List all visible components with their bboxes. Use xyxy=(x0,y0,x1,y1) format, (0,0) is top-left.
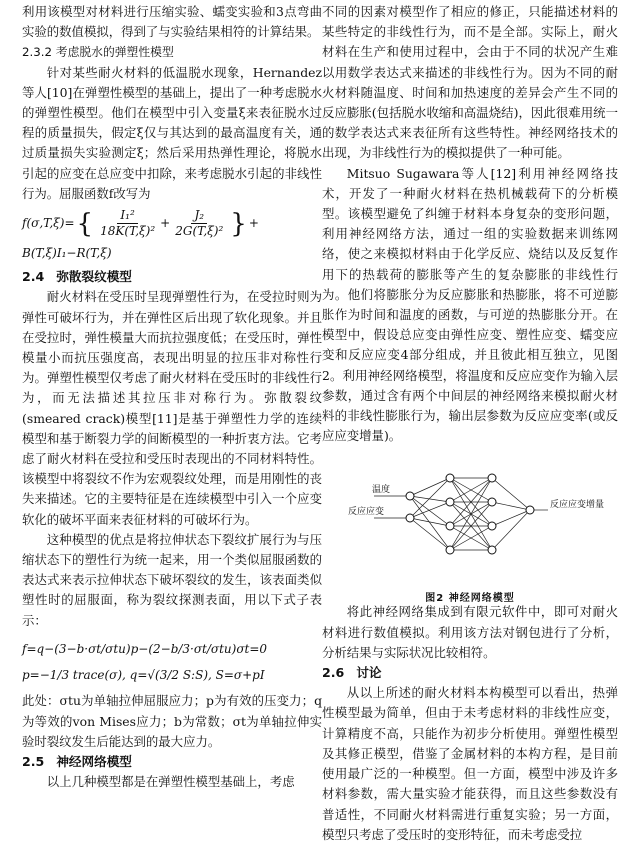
right-column xyxy=(322,2,618,845)
output-node xyxy=(526,506,534,514)
hidden-node xyxy=(446,498,454,506)
equation-crack-surface: f=q−(3−b·σt/σtu)p−(2−b/3·σt/σtu)σt=0 xyxy=(22,641,268,656)
paragraph: 此处：σtu为单轴拉伸屈服应力；p为有效的压变力；q为等效的von Mises应力；b为常数；σt为单轴拉伸实验时裂纹发生后能达到的最大应力。 xyxy=(22,693,322,749)
input-label-reaction-strain: 反应应变 xyxy=(348,507,385,518)
input-node xyxy=(406,514,414,522)
paragraph: 从以上所述的耐火材料本构模型可以看出，热弹性模型最为简单，但由于未考虑材料的非线性应变，计算精度不高，只能作为初步分析使用。弹塑性模型及其修正模型，借鉴了金属材料的本构方程，是目前使用最广泛的一种模型。但一方面，模型中涉及许多材料参数，需大量实验才能获得，而且这些参数没有普适性，不同耐火材料需进行重复实验；另一方面，模型只考虑了受压时的变形特征，而未考虑受拉 xyxy=(322,685,618,842)
section-heading-2-4: 2.4 弥散裂纹模型 xyxy=(22,269,132,285)
hidden-node xyxy=(488,522,496,530)
hidden-node xyxy=(488,474,496,482)
eq-line2: B(T,ξ)I₁−R(T,ξ) xyxy=(22,246,112,261)
hidden-node xyxy=(446,474,454,482)
equation-yield-function: f(σ,T,ξ)= { $\frac{\text{I₁²}}{\text{18K(T,ξ)²}}$ + $\frac{\text{J₂}}{\text{2G(T,ξ)²}}$ } + B(T,ξ)I₁−R(T,ξ) xyxy=(22,208,322,263)
hidden-node xyxy=(488,498,496,506)
section-heading-2-6: 2.6 讨论 xyxy=(322,665,382,681)
input-label-temperature: 温度 xyxy=(372,485,391,496)
paragraph: 利用该模型对材料进行压缩实验、蠕变实验和3点弯曲实验的数值模拟，得到了与实验结果相符的计算结果。 xyxy=(22,4,322,40)
left-column xyxy=(22,2,322,792)
eq-lhs: f(σ,T,ξ)= xyxy=(22,216,75,231)
hidden-node xyxy=(488,546,496,554)
hidden-node xyxy=(446,546,454,554)
paragraph: 耐火材料在受压时呈现弹塑性行为，在受拉时则为弹性可破坏行为，并在弹性区后出现了软化现象。并且在受拉时，弹性模量大而抗拉强度低；在受压时，弹性模量小而抗压强度高，表现出明显的拉压非对称性行为。弹塑性模型仅考虑了耐火材料在受压时的非线性行为，而无法描述其拉压非对称行为。弥散裂纹(smeared crack)模型[11]是基于弹塑性力学的连续模型和基于断裂力学的间断模型的一种折衷方法。它考虑了耐火材料在受拉和受压时表现出的不同材料特性。该模型中将裂纹不作为宏观裂纹处理，而是用刚性的丧失来描述。它的主要特征是在连续模型中引入一个应变软化的破坏平面来表征材料的可破坏行为。 xyxy=(22,289,322,527)
paragraph: 将此神经网络集成到有限元软件中，即可对耐火材料进行数值模拟。利用该方法对钢包进行了分析，分析结果与实际状况比较相符。 xyxy=(322,604,618,660)
equation-invariants: p=−1/3 trace(σ), q=√(3/2 S:S), S=σ+pI xyxy=(22,668,265,683)
hidden-node xyxy=(446,522,454,530)
input-node xyxy=(406,492,414,500)
paragraph: 这种模型的优点是将拉伸状态下裂纹扩展行为与压缩状态下的塑性行为统一起来，用一个类似屈服函数的表达式来表示拉伸状态下破坏裂纹的发生，该表面类似塑性时的屈服面，称为裂纹探测表面，用以下式子表示： xyxy=(22,531,322,628)
neural-network-diagram xyxy=(322,452,618,582)
paragraph: 针对某些耐火材料的低温脱水现象，Hernandez等人[10]在弹塑性模型的基础上，提出了一种考虑脱水的弹塑性模型。他们在模型中引入变量ξ来表征脱水过程的质量损失，假定ξ仅与其达到的最高温度有关，通过质量损失实验测定ξ；然后采用热弹性理论，将脱水引起的应变在总应变中扣除，来考虑脱水引起的非线性行为。屈服函数f改写为 xyxy=(22,64,322,201)
paragraph: 以上几种模型都是在弹塑性模型基础上，考虑 xyxy=(46,774,295,790)
paragraph: 不同的因素对模型作了相应的修正，只能描述材料的某些特定的非线性行为，而不是全部。实际上，耐火材料在生产和使用过程中，会由于不同的状况产生难以用数学表达式来描述的非线性行为。因为不同的耐火材料随温度、时间和加热速度的差异会产生不同的反应膨胀(包括脱水收缩和高温烧结)，因此很难用统一的数学表达式来表征所有这些特性。神经网络技术的出现，为非线性行为的模拟提供了一种可能。 xyxy=(322,4,618,161)
paragraph: Mitsuo Sugawara等人[12]利用神经网络技术，开发了一种耐火材料在热机械载荷下的分析模型。该模型避免了纠缠于材料本身复杂的变形问题，利用神经网络方法，通过一组的实验数据来训练网络，使之来模拟材料由于化学反应、烧结以及反复作用下的热载荷的膨胀等产生的复杂膨胀的非线性行为。他们将膨胀分为反应膨胀和热膨胀，将不可逆膨胀作为时间和温度的函数，与可逆的热膨胀分开。在模型中，假设总应变由弹性应变、塑性应变、蠕变应变和反应应变4部分组成，并且彼此相互独立，见图2。利用神经网络模型，将温度和反应应变作为输入层参数，通过含有两个中间层的神经网络来模拟耐火材料的非线性膨胀行为，输出层参数为反应应变率(或反应应变增量)。 xyxy=(322,165,618,444)
figure-caption: 图2 神经网络模型 xyxy=(425,592,515,604)
subsection-heading-2-3-2: 2.3.2 考虑脱水的弹塑性模型 xyxy=(22,45,174,60)
output-label: 反应应变增量 xyxy=(550,500,605,511)
eq-fraction: $\frac{\text{J₂}}{\text{2G(T,ξ)²}}$ xyxy=(175,208,224,239)
section-heading-2-5: 2.5 神经网络模型 xyxy=(22,753,132,769)
figure-neural-network xyxy=(322,452,618,602)
eq-fraction: $\frac{\text{I₁²}}{\text{18K(T,ξ)²}}$ xyxy=(100,208,156,239)
